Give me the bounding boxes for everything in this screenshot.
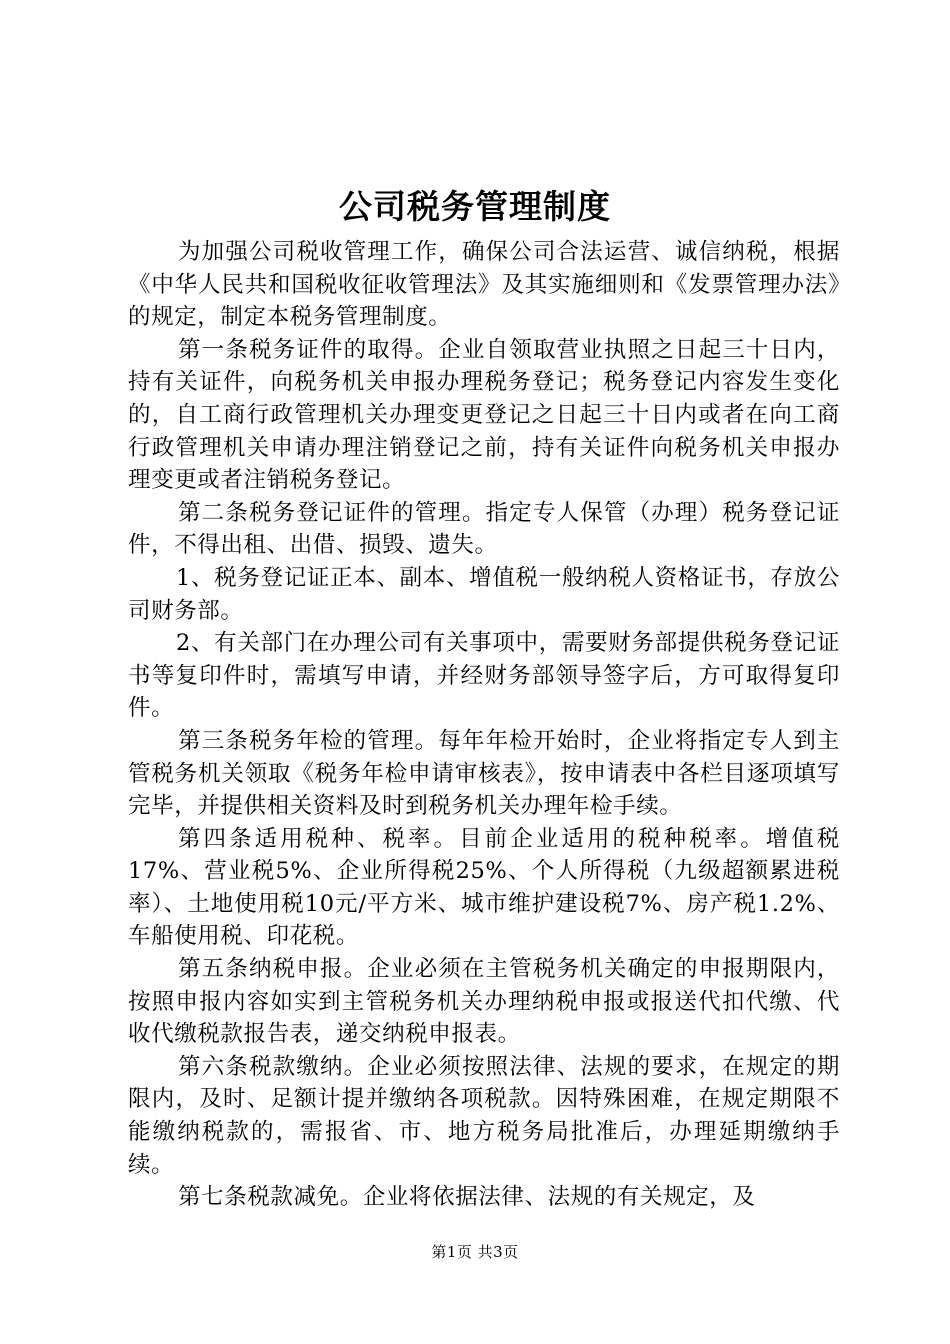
paragraph-article-5: 第五条纳税申报。企业必须在主管税务机关确定的申报期限内，按照申报内容如实到主管税务机关办理纳税申报或报送代扣代缴、代收代缴税款报告表，递交纳税申报表。 <box>128 956 840 1048</box>
paragraph-article-2-item-2: 2、有关部门在办理公司有关事项中，需要财务部提供税务登记证书等复印件时，需填写申请，并经财务部领导签字后，方可取得复印件。 <box>128 630 840 722</box>
paragraph-article-6: 第六条税款缴纳。企业必须按照法律、法规的要求，在规定的期限内，及时、足额计提并缴纳各项税款。因特殊困难，在规定期限不能缴纳税款的，需报省、市、地方税务局批准后，办理延期缴纳手续。 <box>128 1053 840 1178</box>
paragraph-intro: 为加强公司税收管理工作，确保公司合法运营、诚信纳税，根据《中华人民共和国税收征收管理法》及其实施细则和《发票管理办法》的规定，制定本税务管理制度。 <box>128 239 840 331</box>
paragraph-article-4: 第四条适用税种、税率。目前企业适用的税种税率。增值税17%、营业税5%、企业所得税25%、个人所得税（九级超额累进税率）、土地使用税10元/平方米、城市维护建设税7%、房产税1.2%、车船使用税、印花税。 <box>128 825 840 950</box>
page-number-footer: 第1页 共3页 <box>431 1243 519 1261</box>
paragraph-article-2: 第二条税务登记证件的管理。指定专人保管（办理）税务登记证件，不得出租、出借、损毁、遗失。 <box>128 499 840 559</box>
document-title: 公司税务管理制度 <box>339 187 611 226</box>
paragraph-article-2-item-1: 1、税务登记证正本、副本、增值税一般纳税人资格证书，存放公司财务部。 <box>128 564 840 624</box>
paragraph-article-7: 第七条税款减免。企业将依据法律、法规的有关规定，及 <box>178 1184 756 1211</box>
document-body <box>128 236 840 1214</box>
paragraph-article-3: 第三条税务年检的管理。每年年检开始时，企业将指定专人到主管税务机关领取《税务年检申请审核表》，按申请表中各栏目逐项填写完毕，并提供相关资料及时到税务机关办理年检手续。 <box>128 727 840 820</box>
paragraph-article-1: 第一条税务证件的取得。企业自领取营业执照之日起三十日内，持有关证件，向税务机关申报办理税务登记；税务登记内容发生变化的，自工商行政管理机关办理变更登记之日起三十日内或者在向工商行政管理机关申请办理注销登记之前，持有关证件向税务机关申报办理变更或者注销税务登记。 <box>128 336 840 494</box>
